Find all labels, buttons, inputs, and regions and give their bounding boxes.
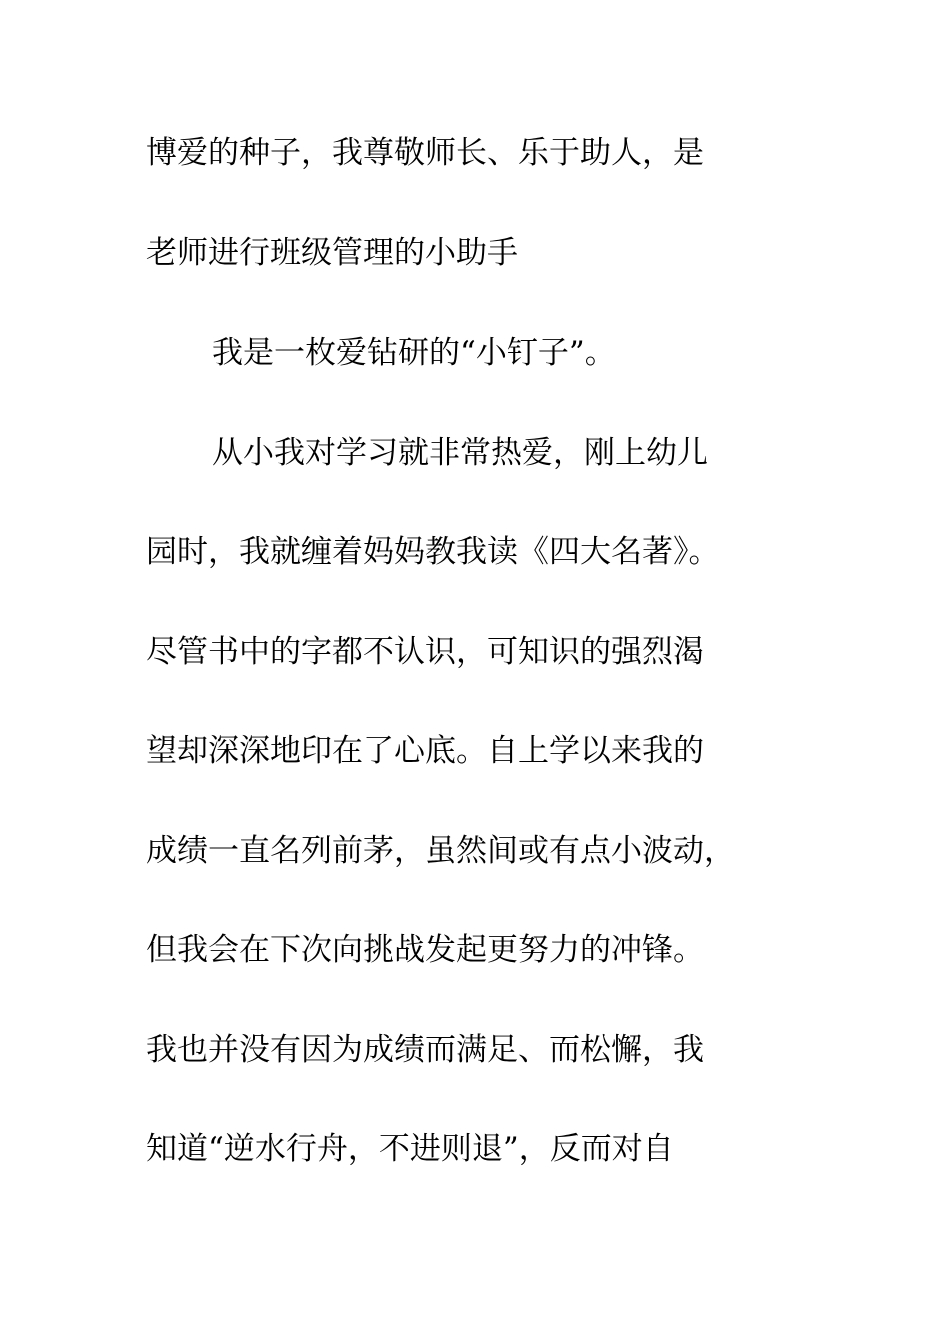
text-line: 园时，我就缠着妈妈教我读《四大名著》。: [146, 534, 720, 570]
text-line: 成绩一直名列前茅，虽然间或有点小波动，: [146, 833, 735, 869]
text-line: 从小我对学习就非常热爱，刚上幼儿: [212, 435, 708, 471]
text-line: 知道“逆水行舟，不进则退”，反而对自: [146, 1131, 674, 1167]
text-line: 望却深深地印在了心底。自上学以来我的: [146, 733, 704, 769]
text-line: 但我会在下次向挑战发起更努力的冲锋。: [146, 932, 704, 968]
text-line: 博爱的种子，我尊敬师长、乐于助人，是: [146, 135, 704, 171]
text-line: 我也并没有因为成绩而满足、而松懈，我: [146, 1032, 704, 1068]
text-line: 老师进行班级管理的小助手: [146, 235, 518, 271]
text-line: 我是一枚爱钻研的“小钉子”。: [212, 335, 616, 371]
text-line: 尽管书中的字都不认识，可知识的强烈渴: [146, 634, 704, 670]
